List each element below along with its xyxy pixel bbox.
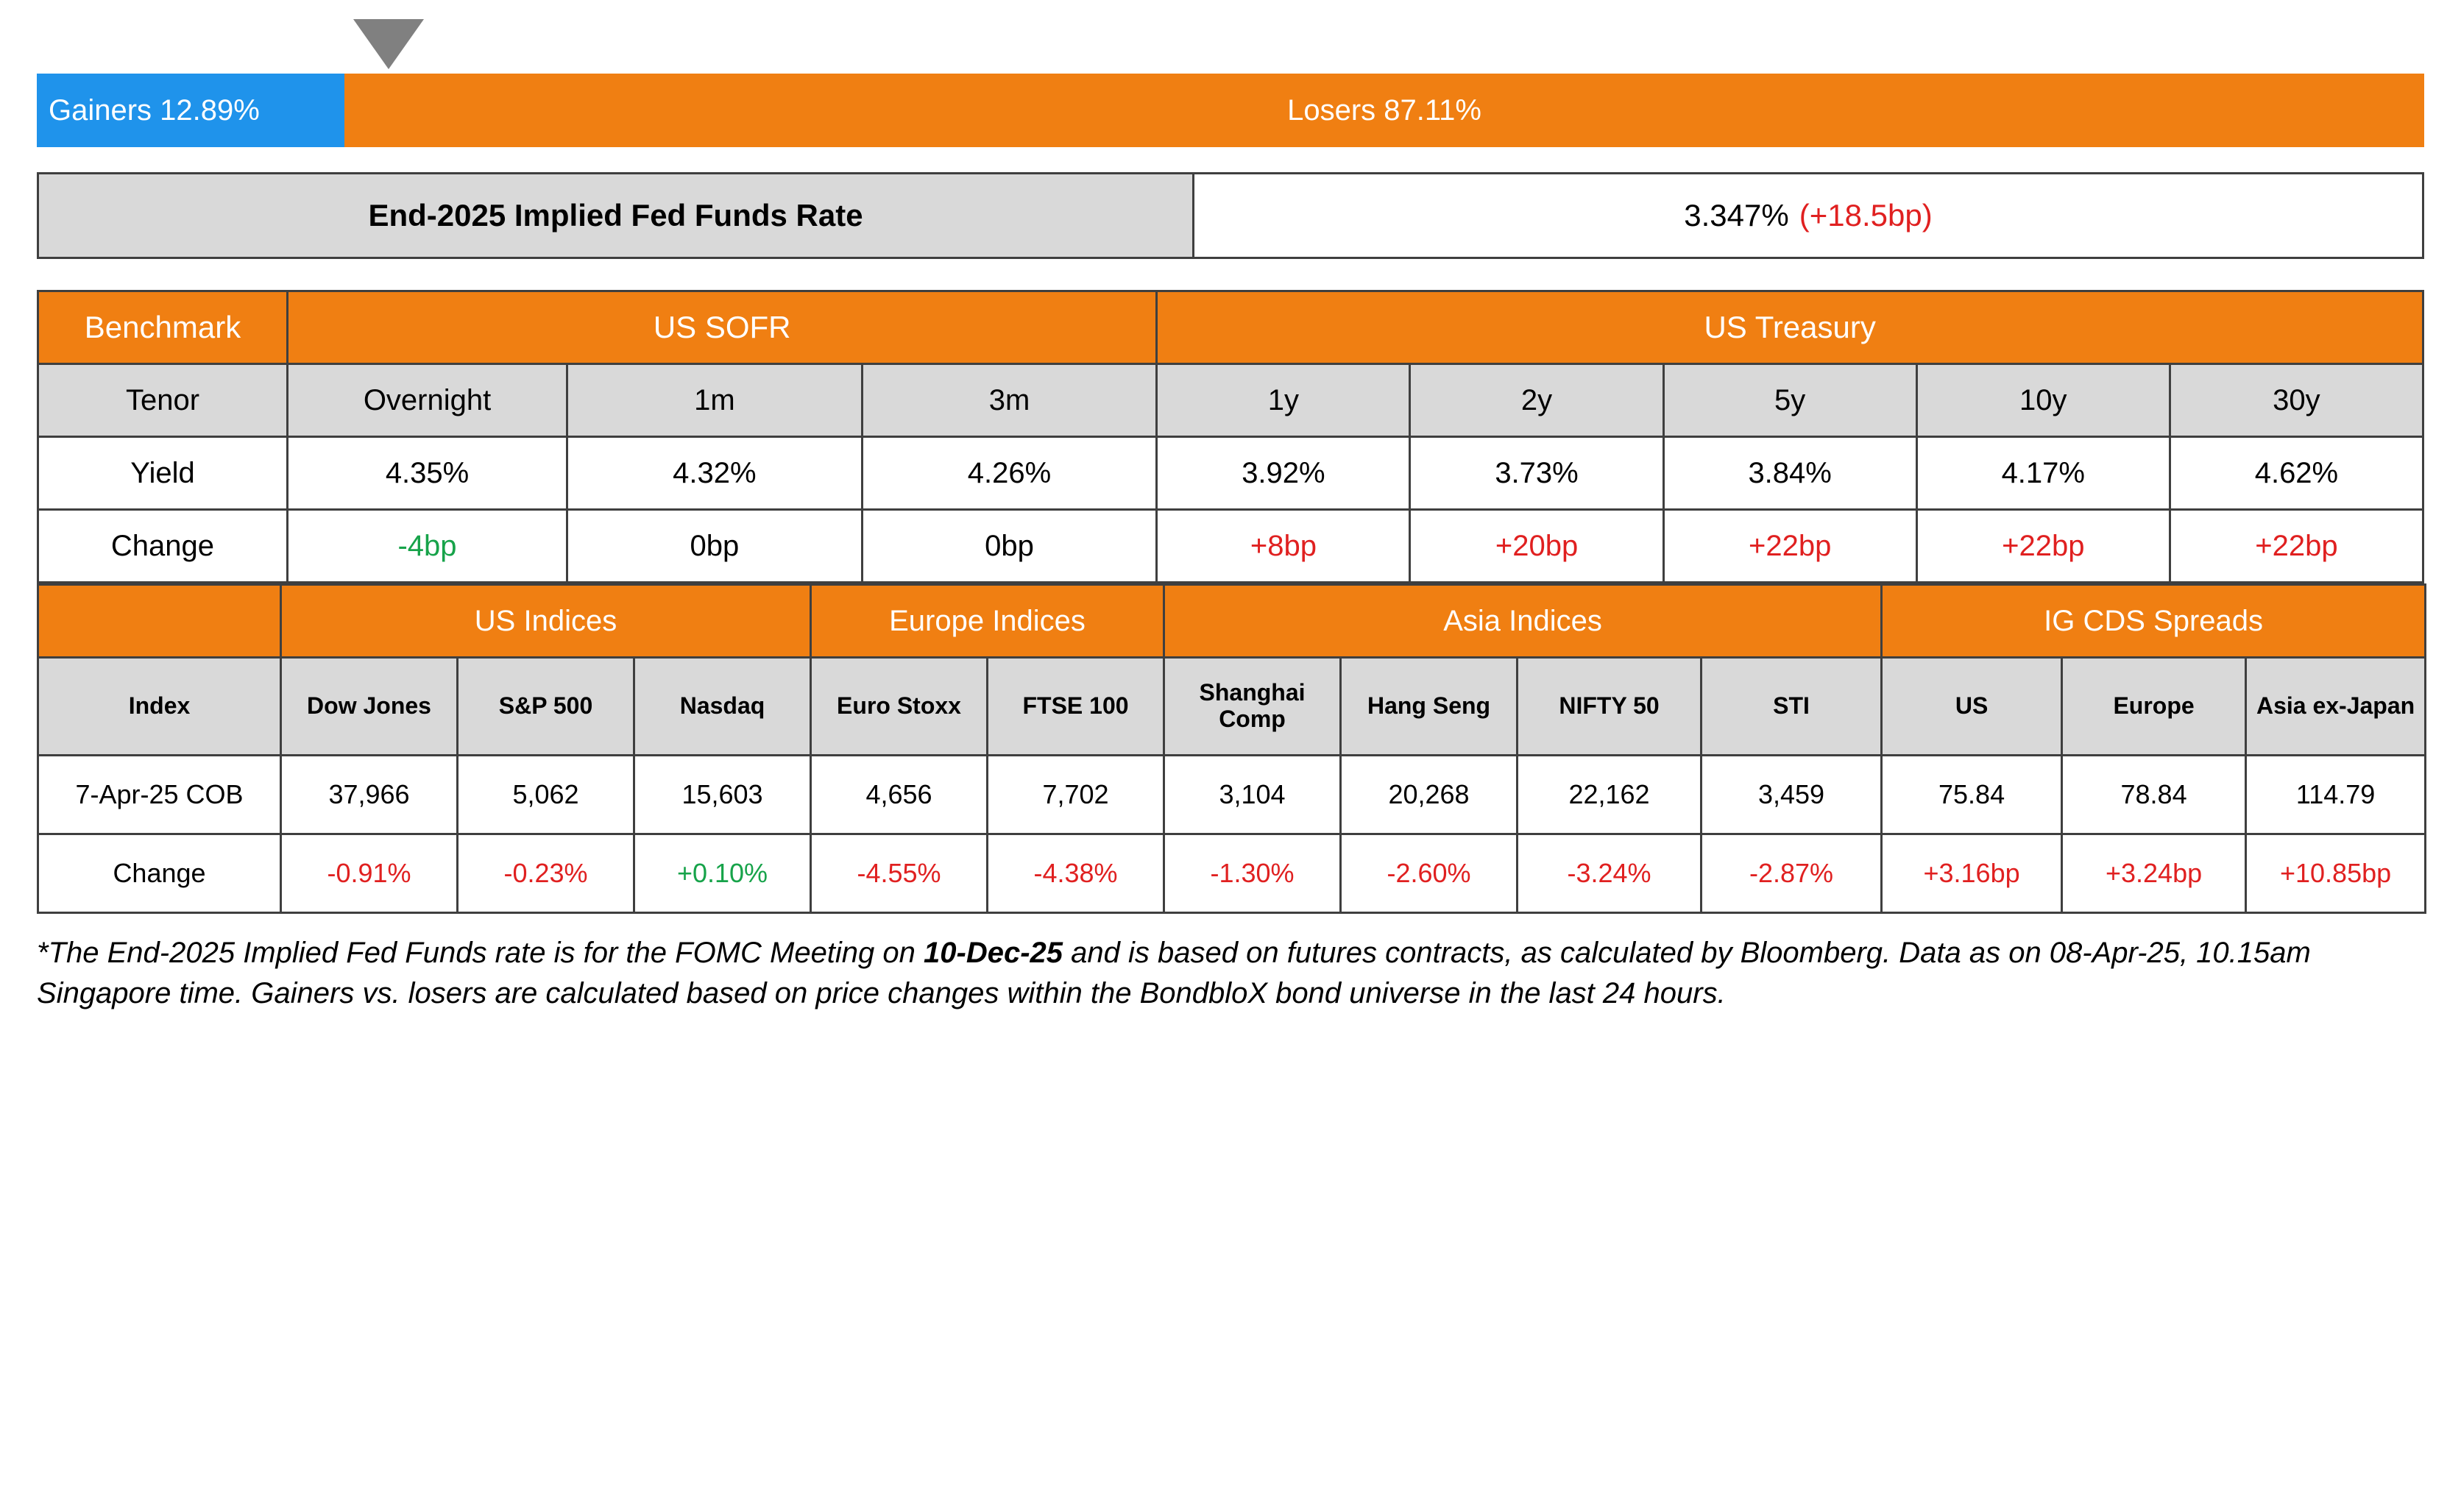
yield-2y: 3.73% (1410, 437, 1663, 510)
change-dow-jones: -0.91% (281, 834, 458, 913)
header-ig-cds-spreads: IG CDS Spreads (1882, 585, 2426, 658)
header-index (38, 585, 281, 658)
losers-label: Losers 87.11% (1287, 93, 1481, 127)
header-us-indices: US Indices (281, 585, 811, 658)
change-30y: +22bp (2170, 510, 2423, 583)
table-row-change (38, 510, 2423, 583)
level-cds-asia-ex-japan: 114.79 (2246, 756, 2426, 834)
column-header-shanghai-comp: Shanghai Comp (1164, 658, 1341, 756)
column-header-nifty-50: NIFTY 50 (1518, 658, 1702, 756)
implied-fed-funds-change: (+18.5bp) (1799, 198, 1933, 233)
change-hang-seng: -2.60% (1341, 834, 1518, 913)
row-label-change: Change (38, 510, 288, 583)
change-cds-europe: +3.24bp (2062, 834, 2246, 913)
change-5y: +22bp (1663, 510, 1916, 583)
level-sti: 3,459 (1702, 756, 1882, 834)
header-benchmark: Benchmark (38, 291, 288, 364)
table-row-tenor (38, 364, 2423, 437)
footnote-part2: and is based on futures contracts, as calculated by Bloomberg. Data as on 08-Apr-25, 10.15am Singapore time. Gainers vs. losers are calculated based on price changes within the BondbloX bond universe in the last 24 hours. (37, 937, 2311, 1010)
yield-10y: 4.17% (1916, 437, 2170, 510)
change-sti: -2.87% (1702, 834, 1882, 913)
column-header-cds-us: US (1882, 658, 2062, 756)
table-row-group-header (38, 585, 2426, 658)
level-shanghai-comp: 3,104 (1164, 756, 1341, 834)
header-us-sofr: US SOFR (287, 291, 1156, 364)
table-row-levels (38, 756, 2426, 834)
change-sp500: -0.23% (458, 834, 634, 913)
column-header-nasdaq: Nasdaq (634, 658, 811, 756)
header-asia-indices: Asia Indices (1164, 585, 1882, 658)
level-nifty-50: 22,162 (1518, 756, 1702, 834)
row-label-yield: Yield (38, 437, 288, 510)
column-header-dow-jones: Dow Jones (281, 658, 458, 756)
yield-3m: 4.26% (862, 437, 1157, 510)
change-cds-us: +3.16bp (1882, 834, 2062, 913)
implied-fed-funds-value: 3.347% (1684, 198, 1789, 233)
tenor-10y: 10y (1916, 364, 2170, 437)
column-header-cds-asia-ex-japan: Asia ex-Japan (2246, 658, 2426, 756)
yield-overnight: 4.35% (287, 437, 567, 510)
level-cds-europe: 78.84 (2062, 756, 2246, 834)
table-row-group-header (38, 291, 2423, 364)
row-label-change: Change (38, 834, 281, 913)
change-cds-asia-ex-japan: +10.85bp (2246, 834, 2426, 913)
tenor-1y: 1y (1157, 364, 1410, 437)
level-dow-jones: 37,966 (281, 756, 458, 834)
implied-fed-funds-row (37, 172, 2424, 259)
yield-1y: 3.92% (1157, 437, 1410, 510)
tenor-5y: 5y (1663, 364, 1916, 437)
implied-fed-funds-value-cell (1194, 174, 2422, 257)
level-ftse-100: 7,702 (988, 756, 1164, 834)
benchmark-rates-table (37, 290, 2424, 583)
change-nifty-50: -3.24% (1518, 834, 1702, 913)
tenor-overnight: Overnight (287, 364, 567, 437)
indices-cds-table (37, 583, 2426, 914)
header-europe-indices: Europe Indices (811, 585, 1164, 658)
triangle-marker-icon (353, 19, 424, 69)
header-us-treasury: US Treasury (1157, 291, 2423, 364)
losers-segment (344, 74, 2424, 147)
column-header-index: Index (38, 658, 281, 756)
level-hang-seng: 20,268 (1341, 756, 1518, 834)
marker-row (37, 0, 2424, 74)
footnote-part1: *The End-2025 Implied Fed Funds rate is for the FOMC Meeting on (37, 937, 924, 969)
change-2y: +20bp (1410, 510, 1663, 583)
level-cds-us: 75.84 (1882, 756, 2062, 834)
change-overnight: -4bp (287, 510, 567, 583)
header-tenor: Tenor (38, 364, 288, 437)
yield-1m: 4.32% (567, 437, 863, 510)
footnote (37, 933, 2377, 1014)
level-sp500: 5,062 (458, 756, 634, 834)
change-shanghai-comp: -1.30% (1164, 834, 1341, 913)
column-header-euro-stoxx: Euro Stoxx (811, 658, 988, 756)
change-10y: +22bp (1916, 510, 2170, 583)
yield-30y: 4.62% (2170, 437, 2423, 510)
yield-5y: 3.84% (1663, 437, 1916, 510)
table-row-changes (38, 834, 2426, 913)
level-euro-stoxx: 4,656 (811, 756, 988, 834)
row-label-cob: 7-Apr-25 COB (38, 756, 281, 834)
column-header-hang-seng: Hang Seng (1341, 658, 1518, 756)
gainers-losers-bar (37, 74, 2424, 147)
change-1m: 0bp (567, 510, 863, 583)
column-header-sti: STI (1702, 658, 1882, 756)
gainers-segment (37, 74, 344, 147)
tenor-2y: 2y (1410, 364, 1663, 437)
gainers-label: Gainers 12.89% (49, 93, 260, 127)
column-header-cds-europe: Europe (2062, 658, 2246, 756)
implied-fed-funds-label: End-2025 Implied Fed Funds Rate (39, 174, 1194, 257)
tenor-30y: 30y (2170, 364, 2423, 437)
table-row-column-header (38, 658, 2426, 756)
change-euro-stoxx: -4.55% (811, 834, 988, 913)
footnote-bold-date: 10-Dec-25 (924, 937, 1063, 969)
column-header-sp500: S&P 500 (458, 658, 634, 756)
column-header-ftse-100: FTSE 100 (988, 658, 1164, 756)
change-3m: 0bp (862, 510, 1157, 583)
tenor-1m: 1m (567, 364, 863, 437)
change-ftse-100: -4.38% (988, 834, 1164, 913)
change-1y: +8bp (1157, 510, 1410, 583)
table-row-yield (38, 437, 2423, 510)
level-nasdaq: 15,603 (634, 756, 811, 834)
change-nasdaq: +0.10% (634, 834, 811, 913)
tenor-3m: 3m (862, 364, 1157, 437)
